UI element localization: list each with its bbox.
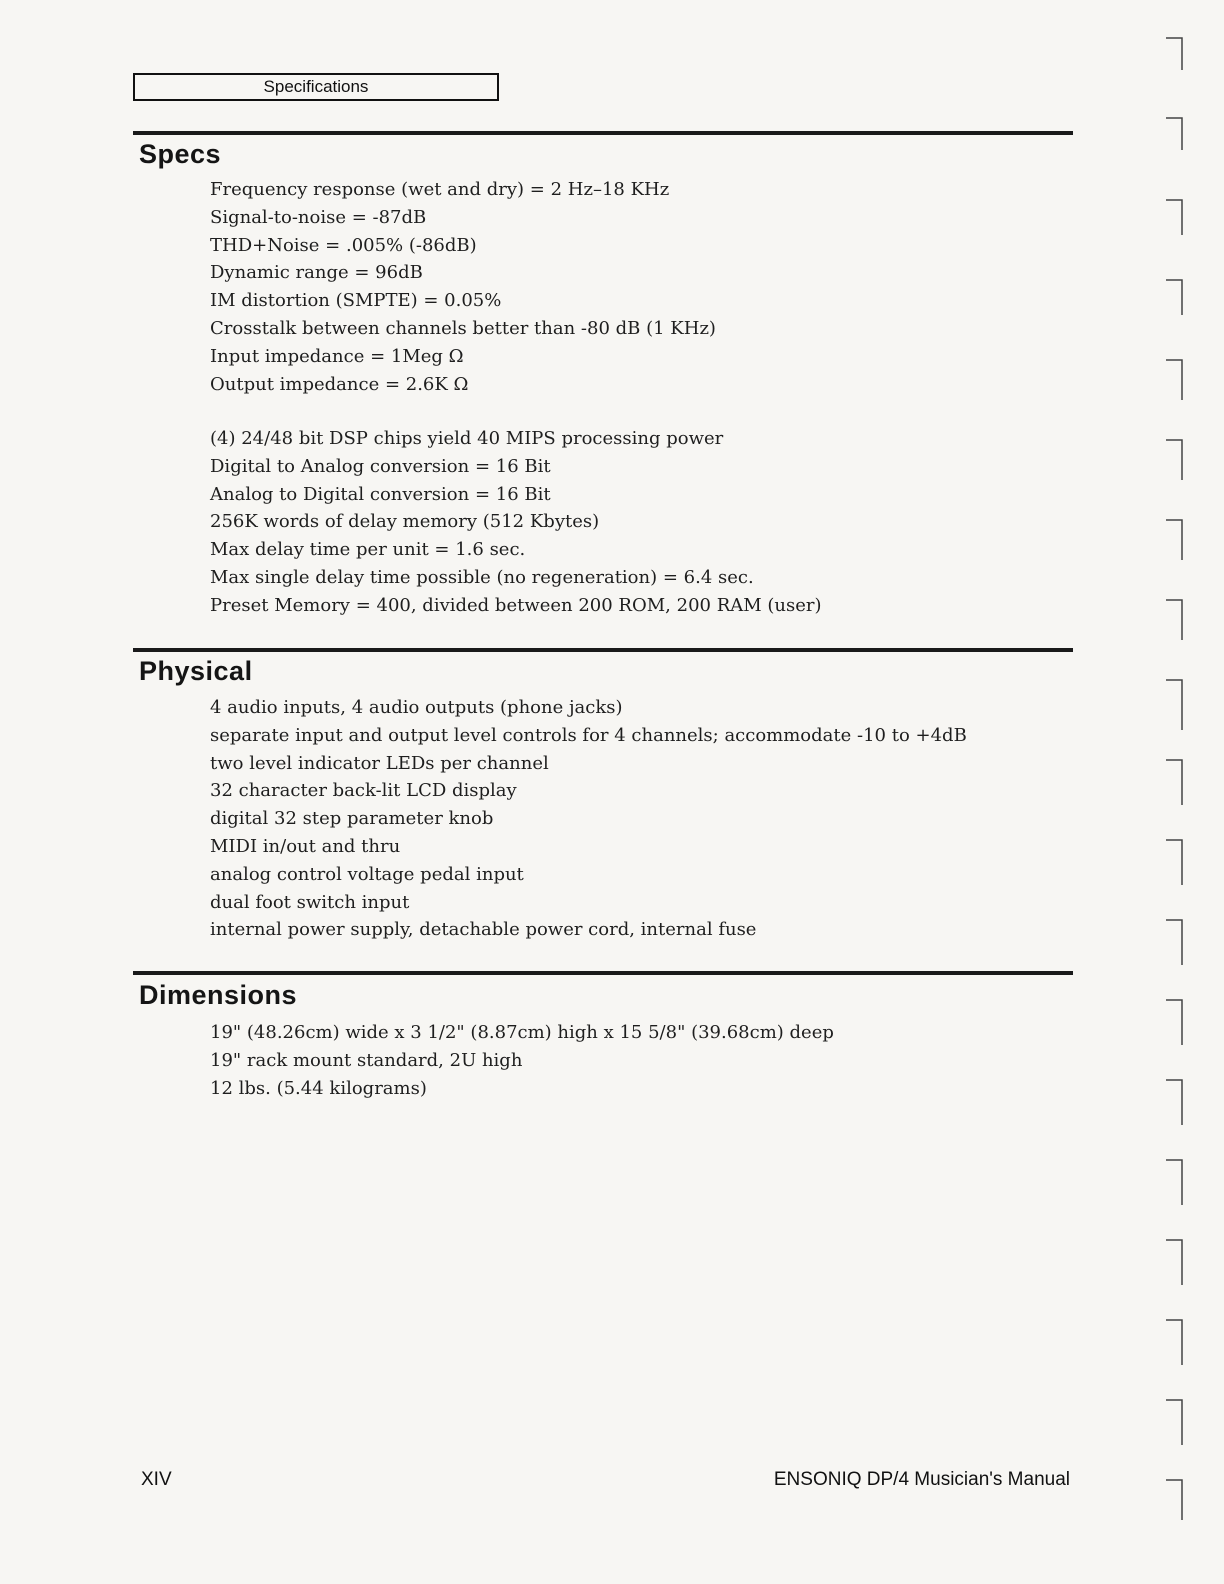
specs-heading: Specs xyxy=(139,139,222,169)
manual-title: ENSONIQ DP/4 Musician's Manual xyxy=(773,1469,1070,1490)
physical-line: separate input and output level controls for 4 channels; accommodate -10 to +4dB xyxy=(210,724,967,746)
dimensions-heading: Dimensions xyxy=(139,980,298,1010)
dimensions-line: 19" (48.26cm) wide x 3 1/2" (8.87cm) high x 15 5/8" (39.68cm) deep xyxy=(210,1022,834,1043)
dimensions-list xyxy=(210,1019,834,1102)
page-number: XIV xyxy=(141,1469,172,1490)
section-divider-dimensions xyxy=(133,971,1073,975)
physical-line: two level indicator LEDs per channel xyxy=(210,752,549,774)
physical-line: digital 32 step parameter knob xyxy=(210,808,494,830)
spec-line: 256K words of delay memory (512 Kbytes) xyxy=(210,511,600,533)
spec-line: Signal-to-noise = -87dB xyxy=(210,206,427,228)
section-divider-physical xyxy=(133,648,1073,652)
binding-tick-marks xyxy=(1160,30,1190,1530)
spec-line: Analog to Digital conversion = 16 Bit xyxy=(210,483,551,505)
dimensions-line: 19" rack mount standard, 2U high xyxy=(210,1049,523,1071)
spec-line: IM distortion (SMPTE) = 0.05% xyxy=(210,290,502,312)
physical-list xyxy=(210,694,967,944)
spec-line: Output impedance = 2.6K Ω xyxy=(210,373,469,395)
spec-line: Preset Memory = 400, divided between 200 ROM, 200 RAM (user) xyxy=(210,594,822,616)
physical-line: internal power supply, detachable power cord, internal fuse xyxy=(210,919,757,941)
spec-line: Digital to Analog conversion = 16 Bit xyxy=(210,455,551,477)
physical-line: dual foot switch input xyxy=(210,891,410,913)
physical-line: 32 character back-lit LCD display xyxy=(210,780,517,802)
spec-line: Dynamic range = 96dB xyxy=(210,262,423,284)
spec-line: Input impedance = 1Meg Ω xyxy=(210,345,464,367)
spec-line: Frequency response (wet and dry) = 2 Hz–18 KHz xyxy=(210,179,670,200)
spec-line: (4) 24/48 bit DSP chips yield 40 MIPS processing power xyxy=(210,428,724,449)
specs-list-processing xyxy=(210,425,822,620)
physical-heading: Physical xyxy=(139,656,253,686)
spec-line: Crosstalk between channels better than -80 dB (1 KHz) xyxy=(210,317,716,339)
physical-line: 4 audio inputs, 4 audio outputs (phone jacks) xyxy=(210,697,623,718)
physical-line: analog control voltage pedal input xyxy=(210,863,524,885)
spec-line: Max delay time per unit = 1.6 sec. xyxy=(210,539,526,561)
specs-list-electrical xyxy=(210,176,716,398)
section-header-box xyxy=(133,73,499,101)
spec-line: Max single delay time possible (no regeneration) = 6.4 sec. xyxy=(210,566,754,588)
spec-line: THD+Noise = .005% (-86dB) xyxy=(210,234,477,256)
physical-line: MIDI in/out and thru xyxy=(210,835,401,857)
section-header-label: Specifications xyxy=(263,77,369,96)
section-divider-specs xyxy=(133,131,1073,135)
dimensions-line: 12 lbs. (5.44 kilograms) xyxy=(210,1077,427,1099)
